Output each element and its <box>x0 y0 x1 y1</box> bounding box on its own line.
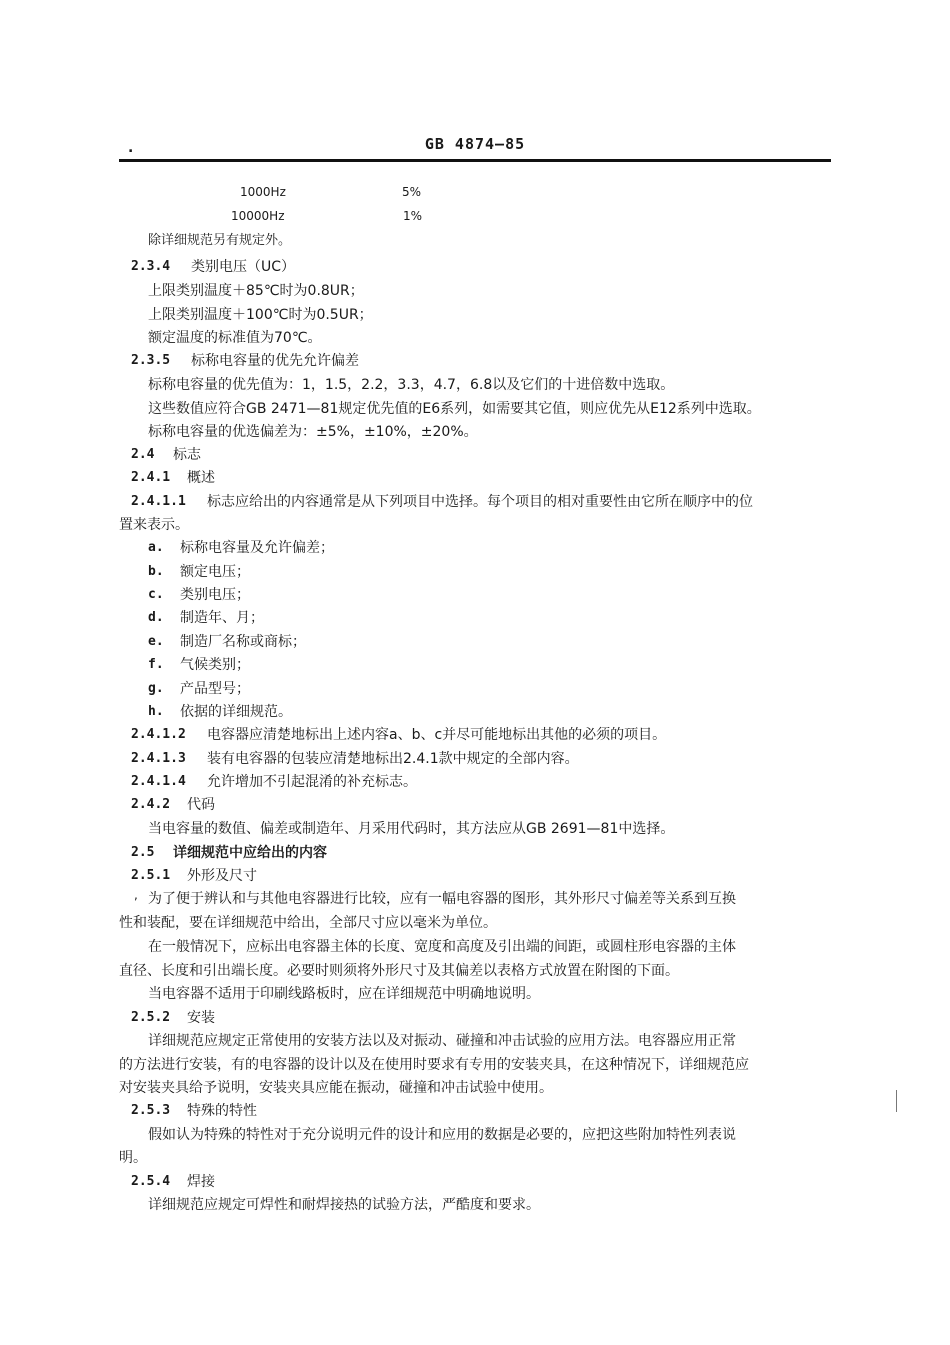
list-letter: d. <box>148 610 164 625</box>
section-title: 概述 <box>187 470 215 486</box>
section-title: 代码 <box>187 797 215 813</box>
section-number: 2.5.4 <box>131 1174 171 1189</box>
section-number: 2.4.1.4 <box>131 774 186 789</box>
document-header: GB 4874—85 <box>424 135 526 153</box>
list-item: 气候类别； <box>180 657 250 673</box>
section-title: 类别电压（UC） <box>191 259 296 275</box>
section-title: 详细规范中应给出的内容 <box>173 845 327 861</box>
section-number: 2.4.1.1 <box>131 494 186 509</box>
section-number: 2.4.1.3 <box>131 751 186 766</box>
paragraph: 上限类别温度＋85℃时为0.8UR； <box>148 283 364 299</box>
paragraph: 允许增加不引起混淆的补充标志。 <box>207 774 417 790</box>
paragraph: 详细规范应规定正常使用的安装方法以及对振动、碰撞和冲击试验的应用方法。电容器应用正常 <box>148 1033 736 1049</box>
list-item: 依据的详细规范。 <box>180 704 292 720</box>
paragraph: 明。 <box>119 1150 147 1166</box>
paragraph: 假如认为特殊的特性对于充分说明元件的设计和应用的数据是必要的，应把这些附加特性列表说 <box>148 1127 736 1143</box>
paragraph: 直径、长度和引出端长度。必要时则须将外形尺寸及其偏差以表格方式放置在附图的下面。 <box>119 963 679 979</box>
section-number: 2.4.2 <box>131 797 171 812</box>
section-number: 2.3.5 <box>131 353 171 368</box>
exception-note: 除详细规范另有规定外。 <box>148 233 292 248</box>
list-item: 产品型号； <box>180 681 250 697</box>
list-letter: b. <box>148 564 164 579</box>
paragraph: 为了便于辨认和与其他电容器进行比较，应有一幅电容器的图形，其外形尺寸偏差等关系到互换 <box>148 891 736 907</box>
paragraph: 性和装配，要在详细规范中给出，全部尺寸应以毫米为单位。 <box>119 915 497 931</box>
list-letter: c. <box>148 587 164 602</box>
section-number: 2.5.2 <box>131 1010 171 1025</box>
paragraph: 电容器应清楚地标出上述内容a、b、c并尽可能地标出其他的必须的项目。 <box>207 727 667 743</box>
section-title: 特殊的特性 <box>187 1103 257 1119</box>
list-item: 类别电压； <box>180 587 250 603</box>
freq-cell: 10000Hz <box>231 209 285 223</box>
section-number: 2.4 <box>131 447 155 462</box>
value-cell: 5% <box>402 185 422 199</box>
paragraph: 对安装夹具给予说明，安装夹具应能在振动，碰撞和冲击试验中使用。 <box>119 1080 553 1096</box>
section-number: 2.5.1 <box>131 868 171 883</box>
list-letter: a. <box>148 540 164 555</box>
scan-mark <box>896 1090 897 1112</box>
paragraph: 当电容器不适用于印刷线路板时，应在详细规范中明确地说明。 <box>148 986 540 1002</box>
section-number: 2.5.3 <box>131 1103 171 1118</box>
section-number: 2.4.1 <box>131 470 171 485</box>
value-cell: 1% <box>403 209 423 223</box>
section-title: 外形及尺寸 <box>187 868 257 884</box>
section-title: 标志 <box>173 447 201 463</box>
section-number: 2.4.1.2 <box>131 727 186 742</box>
paragraph: 上限类别温度＋100℃时为0.5UR； <box>148 307 373 323</box>
section-title: 安装 <box>187 1010 215 1026</box>
paragraph: 装有电容器的包装应清楚地标出2.4.1款中规定的全部内容。 <box>207 751 579 767</box>
paragraph: 标志应给出的内容通常是从下列项目中选择。每个项目的相对重要性由它所在顺序中的位 <box>207 494 753 510</box>
paragraph: 置来表示。 <box>119 517 189 533</box>
paragraph: 这些数值应符合GB 2471—81规定优先值的E6系列，如需要其它值，则应优先从E12系列中选取。 <box>148 401 761 417</box>
header-rule <box>119 159 831 162</box>
paragraph: 详细规范应规定可焊性和耐焊接热的试验方法，严酷度和要求。 <box>148 1197 540 1213</box>
paragraph: 标称电容量的优先值为：1，1.5，2.2，3.3，4.7，6.8以及它们的十进倍数中选取。 <box>148 377 675 393</box>
freq-cell: 1000Hz <box>240 185 286 199</box>
section-number: 2.3.4 <box>131 259 171 274</box>
paragraph: 标称电容量的优选偏差为：±5%，±10%，±20%。 <box>148 424 478 440</box>
section-number: 2.5 <box>131 845 155 860</box>
paragraph: 额定温度的标准值为70℃。 <box>148 330 322 346</box>
list-letter: f. <box>148 657 164 672</box>
list-item: 标称电容量及允许偏差； <box>180 540 334 556</box>
paragraph: 的方法进行安装，有的电容器的设计以及在使用时要求有专用的安装夹具，在这种情况下，详细规范应 <box>119 1057 749 1073</box>
list-item: 制造年、月； <box>180 610 264 626</box>
list-letter: g. <box>148 681 164 696</box>
list-letter: h. <box>148 704 164 719</box>
scan-speck: , <box>134 888 138 902</box>
list-item: 制造厂名称或商标； <box>180 634 306 650</box>
list-item: 额定电压； <box>180 564 250 580</box>
paragraph: 当电容量的数值、偏差或制造年、月采用代码时，其方法应从GB 2691—81中选择。 <box>148 821 675 837</box>
scan-speck: . <box>128 140 134 156</box>
paragraph: 在一般情况下，应标出电容器主体的长度、宽度和高度及引出端的间距，或圆柱形电容器的主体 <box>148 939 736 955</box>
section-title: 标称电容量的优先允许偏差 <box>191 353 359 369</box>
list-letter: e. <box>148 634 164 649</box>
section-title: 焊接 <box>187 1174 215 1190</box>
